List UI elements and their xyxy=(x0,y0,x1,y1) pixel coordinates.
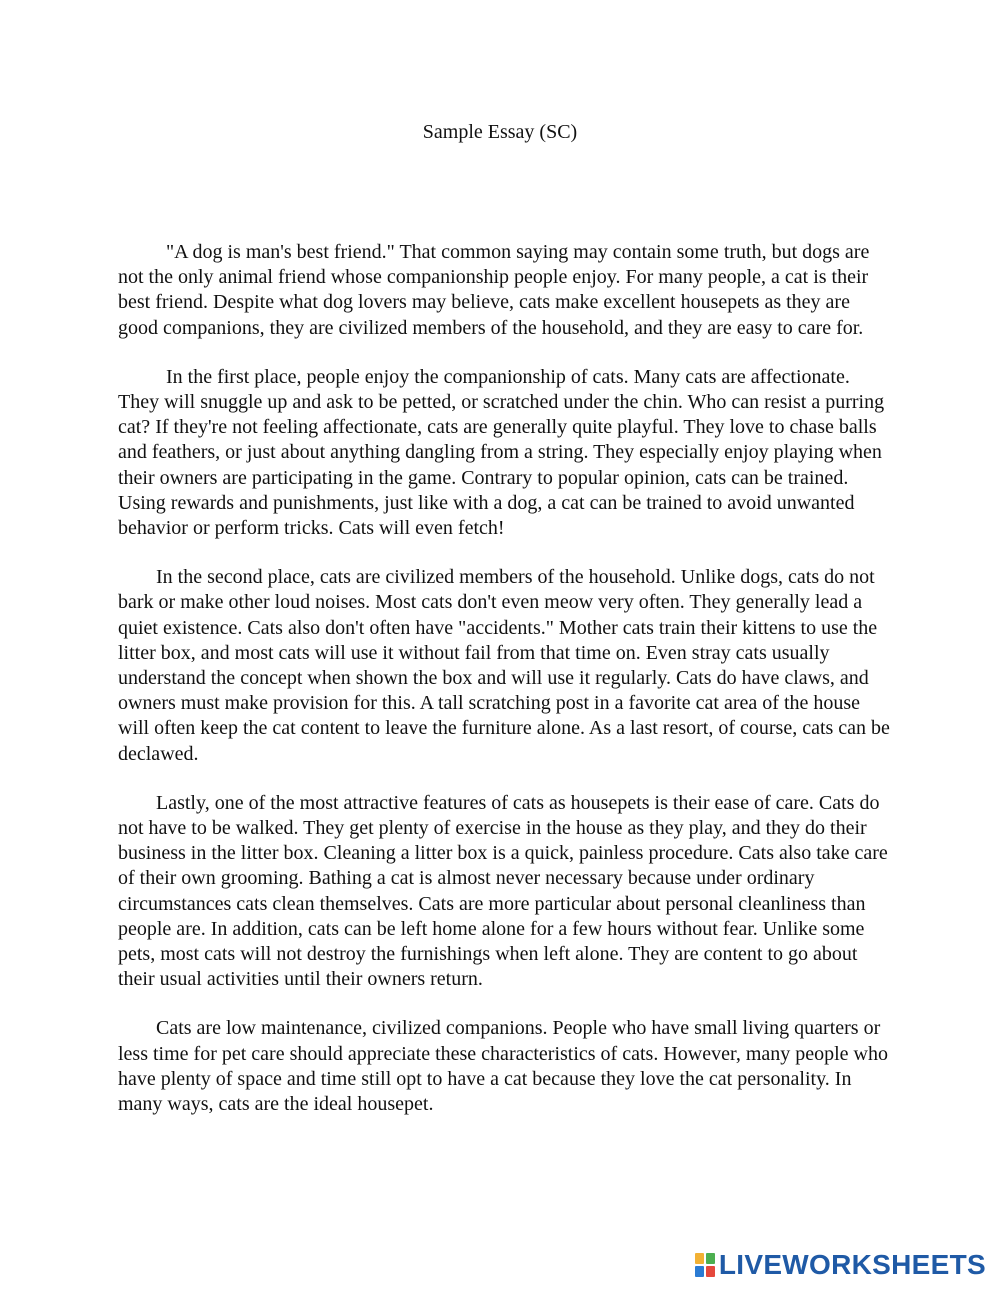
logo-square-blue xyxy=(695,1266,704,1277)
liveworksheets-logo-icon xyxy=(695,1253,715,1277)
paragraph-intro: "A dog is man's best friend." That common saying may contain some truth, but dogs are not the only animal friend whose companionship people enjoy. For many people, a cat is their best friend. Despite what dog lovers may believe, cats make excellent housepets as they are good companions, they are civilized members of the household, and they are easy to care for. xyxy=(118,241,870,339)
liveworksheets-logo-text: LIVEWORKSHEETS xyxy=(718,1249,986,1280)
paragraph-civilized: In the second place, cats are civilized members of the household. Unlike dogs, cats do not bark or make other loud noises. Most cats don't even meow very often. They generally lead a quiet existence. Cats also don't often have "accidents." Mother cats train their kittens to use the litter box, and most cats will use it without fail from that time on. Even stray cats usually understand the concept when shown the box and will use it regularly. Cats do have claws, and owners must make provision for this. A tall scratching post in a favorite cat area of the house will often keep the cat content to leave the furniture alone. As a last resort, of course, cats can be declawed. xyxy=(118,566,890,765)
logo-square-red xyxy=(706,1266,715,1277)
paragraph-conclusion: Cats are low maintenance, civilized companions. People who have small living quarters or less time for pet care should appreciate these characteristics of cats. However, many people who have plenty of space and time still opt to have a cat because they love the cat personality. In many ways, cats are the ideal housepet. xyxy=(118,1017,888,1116)
paragraph-ease-of-care: Lastly, one of the most attractive features of cats as housepets is their ease of care. Cats do not have to be walked. They get plenty of exercise in the house as they play, and they do their business in the litter box. Cleaning a litter box is a quick, painless procedure. Cats also take care of their own grooming. Bathing a cat is almost never necessary because under ordinary circumstances cats clean themselves. Cats are more particular about personal cleanliness than people are. In addition, cats can be left home alone for a few hours without fear. Unlike some pets, most cats will not destroy the furnishings when left alone. They are content to go about their usual activities until their owners return. xyxy=(118,791,888,991)
essay-body xyxy=(118,240,890,1141)
liveworksheets-watermark xyxy=(695,1250,986,1280)
logo-square-yellow xyxy=(695,1253,704,1264)
page-title: Sample Essay (SC) xyxy=(422,121,578,143)
logo-square-green xyxy=(706,1253,715,1264)
paragraph-companionship: In the first place, people enjoy the companionship of cats. Many cats are affectionate. They will snuggle up and ask to be petted, or scratched under the chin. Who can resist a purring cat? If they're not feeling affectionate, cats are generally quite playful. They love to chase balls and feathers, or just about anything dangling from a string. They especially enjoy playing when their owners are participating in the game. Contrary to popular opinion, cats can be trained. Using rewards and punishments, just like with a dog, a cat can be trained to avoid unwanted behavior or perform tricks. Cats will even fetch! xyxy=(118,365,885,540)
